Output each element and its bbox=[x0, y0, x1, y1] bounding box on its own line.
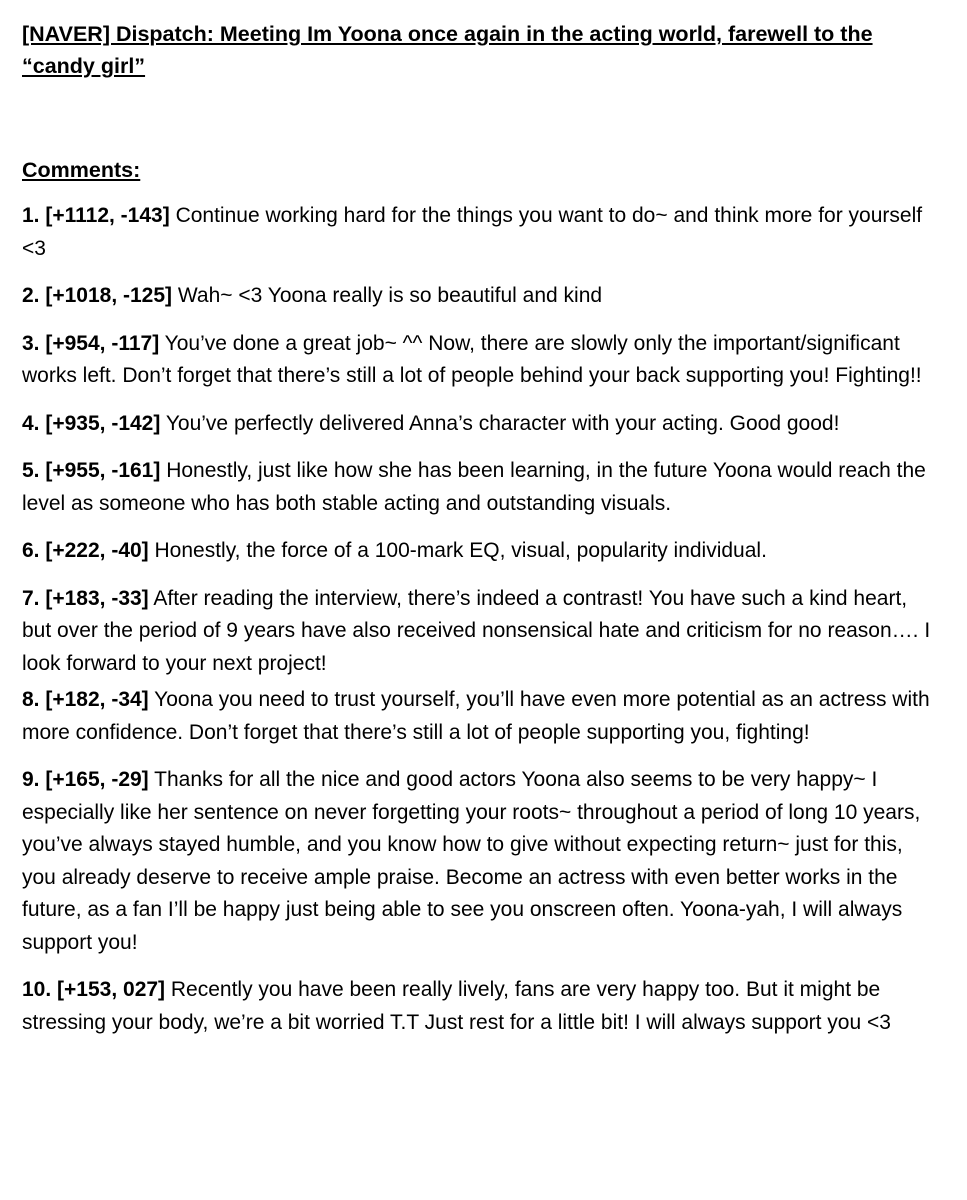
comment-number: 6. bbox=[22, 539, 40, 562]
comment-text: Recently you have been really lively, fans are very happy too. But it might be stressing your body, we’re a bit worried T.T Just rest for a little bit! I will always support you <3 bbox=[22, 978, 891, 1034]
comment-votes: [+153, 027] bbox=[57, 978, 166, 1001]
comment-number: 10. bbox=[22, 978, 52, 1001]
comment-number: 1. bbox=[22, 204, 40, 227]
article-headline: [NAVER] Dispatch: Meeting Im Yoona once again in the acting world, farewell to the “candy girl” bbox=[22, 22, 873, 78]
comment-text: Yoona you need to trust yourself, you’ll have even more potential as an actress with more confidence. Don’t forget that there’s still a lot of people supporting you, fighting! bbox=[22, 688, 930, 744]
comment-item bbox=[22, 764, 937, 959]
comment-item bbox=[22, 200, 937, 265]
comment-text: Thanks for all the nice and good actors Yoona also seems to be very happy~ I especially like her sentence on never forgetting your roots~ throughout a period of long 10 years, you’ve always stayed humble, and you know how to give without expecting return~ just for this, you already deserve to receive ample praise. Become an actress with even better works in the future, as a fan I’ll be happy just being able to see you onscreen often. Yoona-yah, I will always support you! bbox=[22, 768, 921, 954]
comment-votes: [+1112, -143] bbox=[45, 204, 170, 227]
comment-votes: [+954, -117] bbox=[45, 331, 160, 355]
comment-item bbox=[22, 408, 937, 441]
comment-text: You’ve perfectly delivered Anna’s character with your acting. Good good! bbox=[165, 411, 840, 435]
comment-number: 5. bbox=[22, 459, 40, 482]
comment-number: 8. bbox=[22, 688, 40, 711]
comment-votes: [+1018, -125] bbox=[45, 284, 173, 307]
comment-votes: [+182, -34] bbox=[45, 688, 149, 711]
comment-number: 7. bbox=[22, 586, 40, 610]
comment-number: 9. bbox=[22, 768, 40, 791]
comment-votes: [+183, -33] bbox=[45, 586, 149, 610]
comment-item bbox=[22, 535, 937, 568]
comment-text: Honestly, the force of a 100-mark EQ, visual, popularity individual. bbox=[154, 539, 767, 562]
comment-item bbox=[22, 974, 937, 1039]
comments-heading: Comments: bbox=[22, 158, 141, 182]
comment-votes: [+222, -40] bbox=[45, 539, 149, 562]
comment-votes: [+935, -142] bbox=[45, 411, 161, 435]
comment-text: Honestly, just like how she has been learning, in the future Yoona would reach the level as someone who has both stable acting and outstanding visuals. bbox=[22, 459, 926, 515]
comment-text: Wah~ <3 Yoona really is so beautiful and kind bbox=[177, 284, 603, 307]
comment-list bbox=[22, 200, 937, 1039]
comment-item bbox=[22, 328, 937, 393]
comment-votes: [+955, -161] bbox=[45, 459, 161, 482]
comment-text: You’ve done a great job~ ^^ Now, there are slowly only the important/significant works left. Don’t forget that there’s still a lot of people behind your back supporting you! Fighting!! bbox=[22, 331, 922, 387]
comment-number: 2. bbox=[22, 284, 40, 307]
comment-item bbox=[22, 455, 937, 520]
comment-item bbox=[22, 684, 937, 749]
comment-number: 3. bbox=[22, 331, 40, 355]
comment-text: Continue working hard for the things you want to do~ and think more for yourself <3 bbox=[22, 204, 923, 260]
comment-votes: [+165, -29] bbox=[45, 768, 149, 791]
comment-item bbox=[22, 280, 937, 313]
comment-item bbox=[22, 583, 937, 681]
comment-number: 4. bbox=[22, 411, 40, 435]
comment-text: After reading the interview, there’s indeed a contrast! You have such a kind heart, but over the period of 9 years have also received nonsensical hate and criticism for no reason…. I look forward to your next project! bbox=[22, 586, 931, 675]
